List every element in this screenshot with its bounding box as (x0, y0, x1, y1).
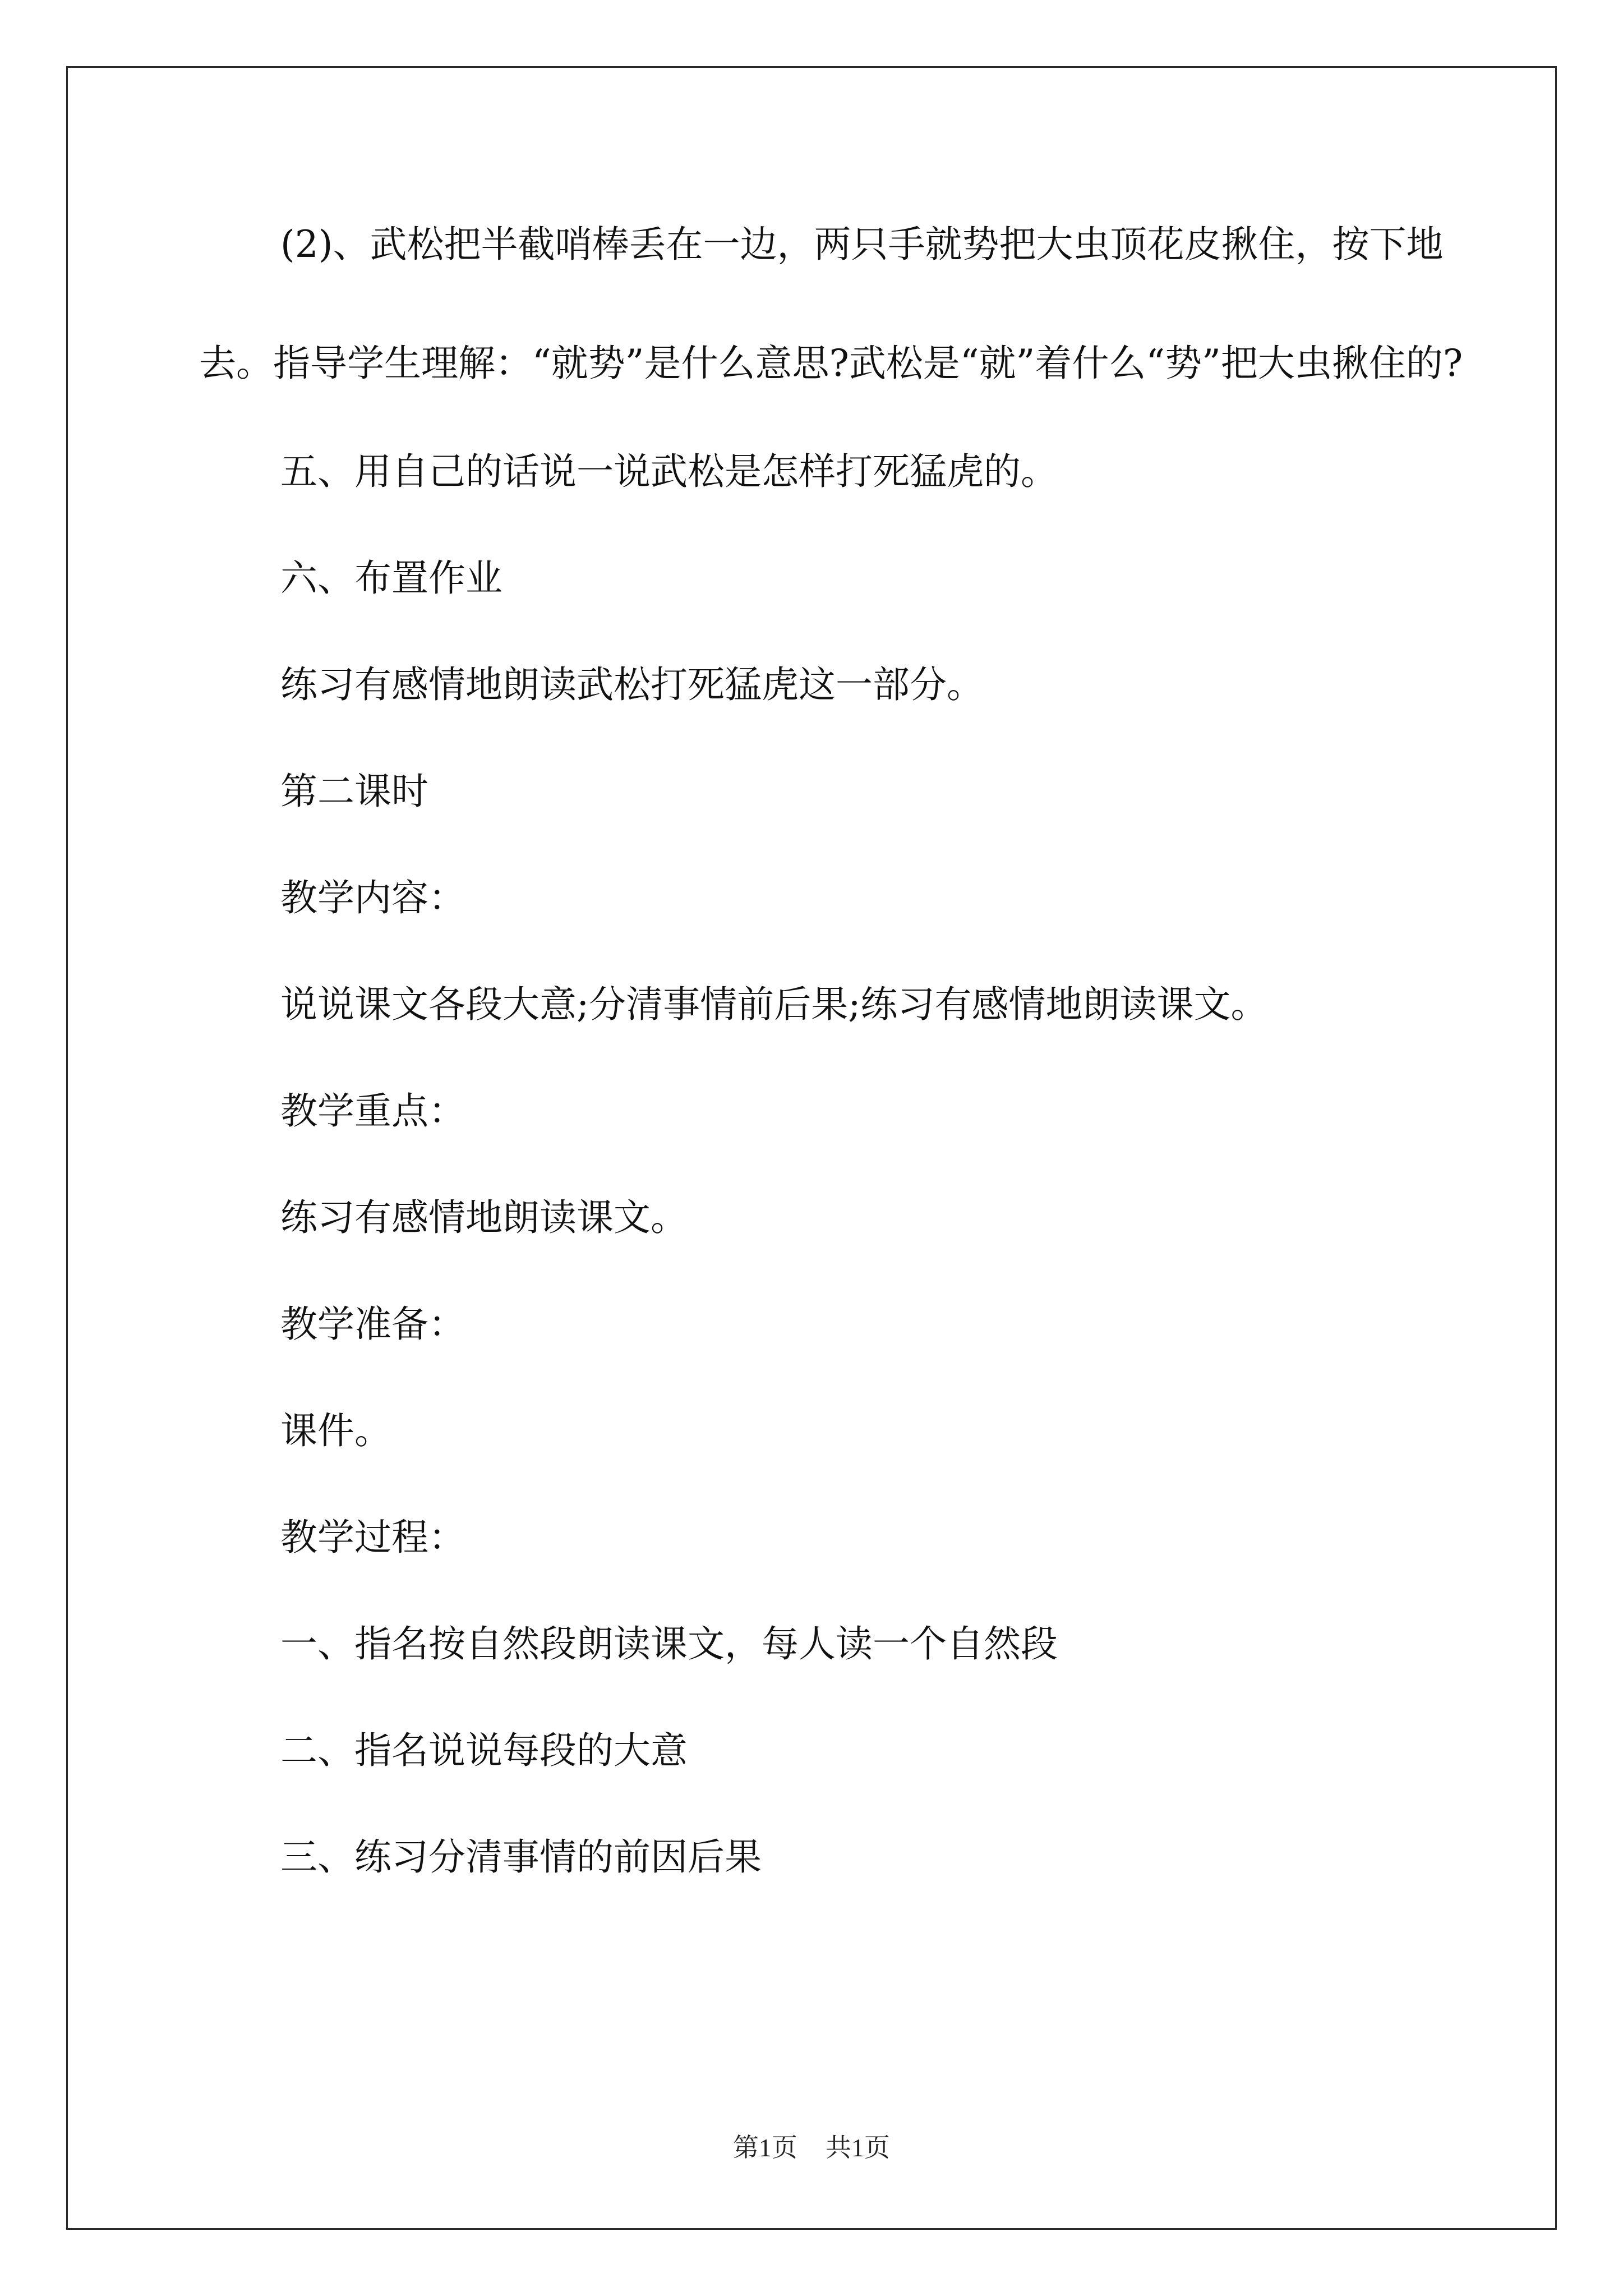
paragraph-8: 教学重点： (280, 1089, 465, 1133)
paragraph-3: 六、布置作业 (280, 556, 502, 600)
paragraph-6: 教学内容： (280, 876, 465, 919)
paragraph-12: 教学过程： (280, 1516, 465, 1559)
page-total: 共1页 (826, 2133, 890, 2162)
paragraph-9: 练习有感情地朗读课文。 (280, 1196, 688, 1239)
page-footer (0, 2127, 1623, 2164)
paragraph-15: 三、练习分清事情的前因后果 (280, 1835, 762, 1879)
page-number: 第1页 (733, 2133, 797, 2162)
paragraph-7: 说说课文各段大意;分清事情前后果;练习有感情地朗读课文。 (280, 983, 1268, 1026)
paragraph-14: 二、指名说说每段的大意 (280, 1729, 688, 1772)
paragraph-5: 第二课时 (280, 770, 428, 813)
paragraph-2: 五、用自己的话说一说武松是怎样打死猛虎的。 (280, 450, 1058, 493)
paragraph-13: 一、指名按自然段朗读课文，每人读一个自然段 (280, 1622, 1058, 1665)
paragraph-4: 练习有感情地朗读武松打死猛虎这一部分。 (280, 663, 984, 706)
paragraph-10: 教学准备： (280, 1303, 465, 1346)
document-body (199, 219, 1489, 1911)
paragraph-1: (2)、武松把半截哨棒丢在一边，两只手就势把大虫顶花皮揪住，按下地去。指导学生理解：“就势”是什么意思?武松是“就”着什么“势”把大虫揪住的? (199, 223, 1463, 385)
paragraph-11: 课件。 (280, 1409, 391, 1452)
